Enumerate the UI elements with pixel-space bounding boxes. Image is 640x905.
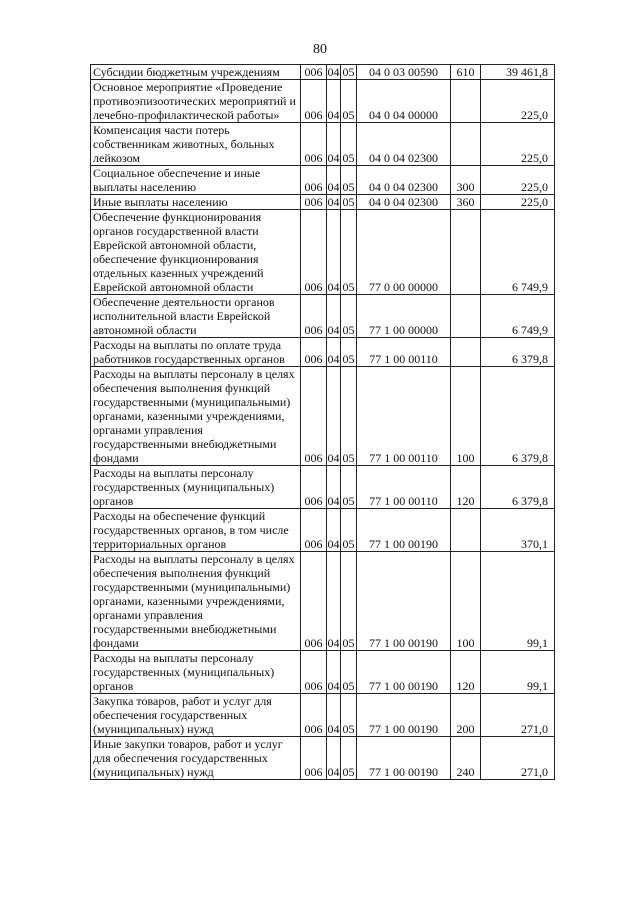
row-target-article: 04 0 03 00590 [357, 65, 451, 80]
row-subsection-code: 05 [342, 195, 355, 209]
row-name: Расходы на обеспечение функций государственных органов, в том числе территориальных органов [91, 509, 301, 552]
table-row [91, 210, 555, 295]
table-row [91, 338, 555, 367]
row-section-code: 04 [327, 552, 341, 651]
row-section-code: 04 [327, 210, 341, 295]
row-target-article: 04 0 04 00000 [357, 80, 451, 123]
row-subsection-code: 05 [341, 295, 357, 338]
row-expense-type [451, 295, 481, 338]
page-number: 80 [313, 42, 327, 57]
row-amount: 6 379,8 [481, 338, 555, 367]
row-name: Социальное обеспечение и иные выплаты населению [91, 166, 301, 195]
row-amount: 271,0 [481, 694, 555, 737]
row-target-article: 04 0 04 02300 [357, 123, 451, 166]
row-subsection-code: 05 [341, 210, 357, 295]
row-expense-type: 360 [451, 195, 481, 210]
row-amount: 225,0 [481, 195, 555, 210]
row-expense-type: 200 [451, 694, 481, 737]
row-section-code: 04 [327, 694, 341, 737]
row-section-code: 04 [327, 123, 341, 166]
row-name: Обеспечение функционирования органов государственной власти Еврейской автономной области, обеспечение функционирования отдельных казенных учреждений Еврейской автономной области [91, 210, 301, 295]
row-target-article: 77 1 00 00110 [357, 367, 451, 466]
row-subsection-code: 05 [341, 694, 357, 737]
row-name: Расходы на выплаты персоналу государственных (муниципальных) органов [91, 651, 301, 694]
row-section-code: 04 [327, 509, 341, 552]
row-expense-type: 100 [451, 552, 481, 651]
table-row [91, 295, 555, 338]
row-subsection-code: 05 [341, 552, 357, 651]
table-row [91, 509, 555, 552]
row-name: Основное мероприятие «Проведение противоэпизоотических мероприятий и лечебно-профилактической работы» [91, 80, 301, 123]
row-name: Расходы на выплаты персоналу государственных (муниципальных) органов [91, 466, 301, 509]
row-target-article: 77 1 00 00000 [357, 295, 451, 338]
row-name: Закупка товаров, работ и услуг для обеспечения государственных (муниципальных) нужд [91, 694, 301, 737]
row-expense-type [451, 123, 481, 166]
row-expense-type [451, 509, 481, 552]
row-section-code: 04 [327, 295, 341, 338]
row-target-article: 77 1 00 00190 [357, 509, 451, 552]
row-subsection-code: 05 [342, 65, 355, 79]
row-expense-type: 240 [451, 737, 481, 780]
row-subsection-code: 05 [341, 123, 357, 166]
table-row [91, 552, 555, 651]
row-section-code: 04 [327, 737, 341, 780]
row-target-article: 04 0 04 02300 [357, 166, 451, 195]
row-subsection-code: 05 [341, 466, 357, 509]
budget-table [90, 64, 555, 780]
table-row [91, 166, 555, 195]
row-name: Расходы на выплаты персоналу в целях обеспечения выполнения функций государственными (муниципальными) органами, казенными учреждениями, органами управления государственными внебюджетными фондами [91, 552, 301, 651]
row-amount: 225,0 [481, 80, 555, 123]
row-target-article: 77 1 00 00190 [357, 552, 451, 651]
row-amount: 225,0 [481, 123, 555, 166]
row-gr-code: 006 [301, 694, 327, 737]
row-gr-code: 006 [301, 552, 327, 651]
row-section-code: 04 [327, 651, 341, 694]
row-amount: 99,1 [481, 651, 555, 694]
row-amount: 6 749,9 [481, 210, 555, 295]
row-section-code: 04 [327, 65, 340, 79]
row-gr-code: 006 [301, 210, 327, 295]
table-row [91, 367, 555, 466]
row-subsection-code: 05 [341, 737, 357, 780]
table-row [91, 651, 555, 694]
row-gr-code: 006 [301, 737, 327, 780]
row-section-code: 04 [327, 466, 341, 509]
row-subsection-code: 05 [341, 80, 357, 123]
row-expense-type [451, 338, 481, 367]
row-subsection-code: 05 [341, 166, 357, 195]
row-name: Обеспечение деятельности органов исполнительной власти Еврейской автономной области [91, 295, 301, 338]
row-gr-code: 006 [301, 466, 327, 509]
row-amount: 6 379,8 [481, 466, 555, 509]
row-gr-code: 006 [301, 295, 327, 338]
row-amount: 39 461,8 [481, 65, 555, 80]
row-expense-type [451, 80, 481, 123]
table-row [91, 195, 555, 210]
row-name: Иные выплаты населению [91, 195, 301, 210]
row-gr-code: 006 [301, 651, 327, 694]
row-amount: 370,1 [481, 509, 555, 552]
row-amount: 225,0 [481, 166, 555, 195]
row-expense-type: 300 [451, 166, 481, 195]
row-gr-code: 006 [301, 338, 327, 367]
table-row [91, 737, 555, 780]
row-target-article: 77 1 00 00110 [357, 338, 451, 367]
table-row [91, 80, 555, 123]
row-target-article: 77 1 00 00190 [357, 651, 451, 694]
row-expense-type: 120 [451, 651, 481, 694]
row-gr-code: 006 [301, 195, 327, 210]
row-section-code: 04 [327, 195, 340, 209]
row-expense-type: 610 [451, 65, 481, 80]
row-name: Компенсация части потерь собственникам животных, больных лейкозом [91, 123, 301, 166]
row-gr-code: 006 [301, 80, 327, 123]
row-expense-type: 100 [451, 367, 481, 466]
row-section-code: 04 [327, 367, 341, 466]
row-gr-code: 006 [301, 509, 327, 552]
row-amount: 99,1 [481, 552, 555, 651]
row-gr-code: 006 [301, 65, 327, 80]
row-subsection-code: 05 [341, 651, 357, 694]
row-gr-code: 006 [301, 123, 327, 166]
row-subsection-code: 05 [341, 367, 357, 466]
row-section-code: 04 [327, 338, 341, 367]
row-amount: 6 749,9 [481, 295, 555, 338]
table-row [91, 694, 555, 737]
row-gr-code: 006 [301, 367, 327, 466]
row-section-code: 04 [327, 166, 341, 195]
row-target-article: 77 0 00 00000 [357, 210, 451, 295]
row-target-article: 04 0 04 02300 [357, 195, 451, 210]
table-row [91, 466, 555, 509]
row-expense-type: 120 [451, 466, 481, 509]
budget-table-body [91, 65, 555, 780]
row-gr-code: 006 [301, 166, 327, 195]
row-name: Расходы на выплаты персоналу в целях обеспечения выполнения функций государственными (муниципальными) органами, казенными учреждениями, органами управления государственными внебюджетными фондами [91, 367, 301, 466]
row-section-code: 04 [327, 80, 341, 123]
row-subsection-code: 05 [341, 509, 357, 552]
row-name: Расходы на выплаты по оплате труда работников государственных органов [91, 338, 301, 367]
row-expense-type [451, 210, 481, 295]
row-target-article: 77 1 00 00110 [357, 466, 451, 509]
row-name: Субсидии бюджетным учреждениям [91, 65, 301, 80]
row-target-article: 77 1 00 00190 [357, 737, 451, 780]
table-row [91, 123, 555, 166]
row-name: Иные закупки товаров, работ и услуг для обеспечения государственных (муниципальных) нужд [91, 737, 301, 780]
row-amount: 6 379,8 [481, 367, 555, 466]
row-target-article: 77 1 00 00190 [357, 694, 451, 737]
row-subsection-code: 05 [341, 338, 357, 367]
table-row [91, 65, 555, 80]
row-amount: 271,0 [481, 737, 555, 780]
